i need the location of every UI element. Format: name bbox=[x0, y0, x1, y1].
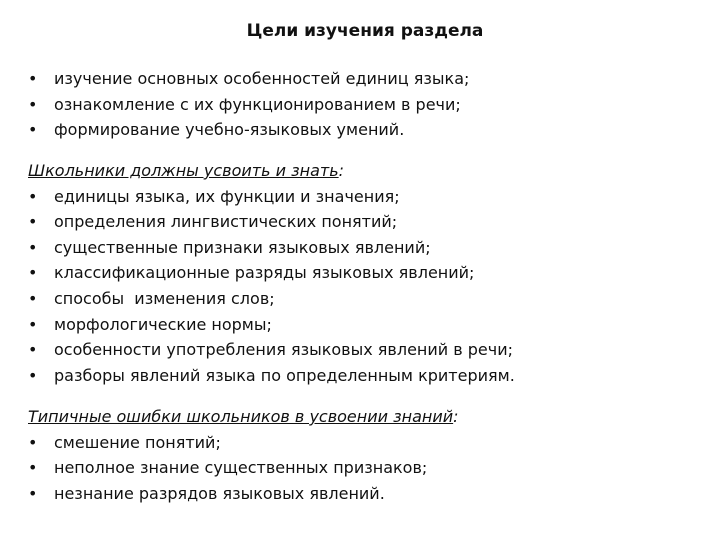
errors-heading-colon: : bbox=[453, 407, 459, 426]
list-item bbox=[28, 286, 708, 312]
error-item-text: смешение понятий; bbox=[54, 432, 221, 452]
bullet: • bbox=[28, 288, 38, 308]
bullet: • bbox=[28, 237, 38, 257]
goal-text: формирование учебно-языковых умений. bbox=[54, 120, 405, 140]
bullet: • bbox=[28, 365, 38, 385]
bullet: • bbox=[28, 263, 38, 283]
list-item bbox=[28, 260, 708, 286]
list-item bbox=[28, 209, 708, 235]
know-heading-colon: : bbox=[338, 161, 345, 180]
errors-heading bbox=[28, 404, 708, 430]
list-item bbox=[28, 235, 708, 261]
know-item-text: определения лингвистических понятий; bbox=[54, 212, 398, 232]
know-item-text: классификационные разряды языковых явлений; bbox=[54, 263, 475, 283]
list-item bbox=[28, 92, 708, 118]
list-item bbox=[28, 363, 708, 389]
know-item-text: морфологические нормы; bbox=[54, 314, 272, 334]
bullet: • bbox=[28, 94, 38, 114]
goal-text: ознакомление с их функционированием в речи; bbox=[54, 94, 461, 114]
know-heading bbox=[28, 158, 708, 184]
slide-title: Цели изучения раздела bbox=[246, 21, 484, 41]
know-item-text: способы изменения слов; bbox=[54, 288, 275, 308]
bullet: • bbox=[28, 314, 38, 334]
bullet: • bbox=[28, 340, 38, 360]
bullet: • bbox=[28, 186, 38, 206]
know-item-text: существенные признаки языковых явлений; bbox=[54, 237, 431, 257]
list-item bbox=[28, 481, 708, 507]
bullet: • bbox=[28, 483, 38, 503]
list-item bbox=[28, 66, 708, 92]
error-item-text: неполное знание существенных признаков; bbox=[54, 458, 428, 478]
error-item-text: незнание разрядов языковых явлений. bbox=[54, 483, 385, 503]
list-item bbox=[28, 117, 708, 143]
bullet: • bbox=[28, 432, 38, 452]
list-item bbox=[28, 455, 708, 481]
errors-section bbox=[28, 404, 708, 506]
list-item bbox=[28, 184, 708, 210]
bullet: • bbox=[28, 458, 38, 478]
know-item-text: разборы явлений языка по определенным критериям. bbox=[54, 365, 515, 385]
know-heading-text: Школьники должны усвоить и знать bbox=[28, 161, 339, 180]
bullet: • bbox=[28, 69, 38, 88]
know-item-text: особенности употребления языковых явлений в речи; bbox=[54, 340, 514, 360]
list-item bbox=[28, 337, 708, 363]
bullet: • bbox=[28, 120, 38, 140]
know-item-text: единицы языка, их функции и значения; bbox=[54, 186, 400, 206]
list-item bbox=[28, 312, 708, 338]
list-item bbox=[28, 430, 708, 456]
errors-heading-text: Типичные ошибки школьников в усвоении знаний bbox=[28, 407, 454, 426]
bullet: • bbox=[28, 212, 38, 232]
know-section bbox=[28, 158, 708, 388]
goals-list bbox=[28, 66, 708, 143]
goal-text: изучение основных особенностей единиц языка; bbox=[54, 69, 470, 88]
